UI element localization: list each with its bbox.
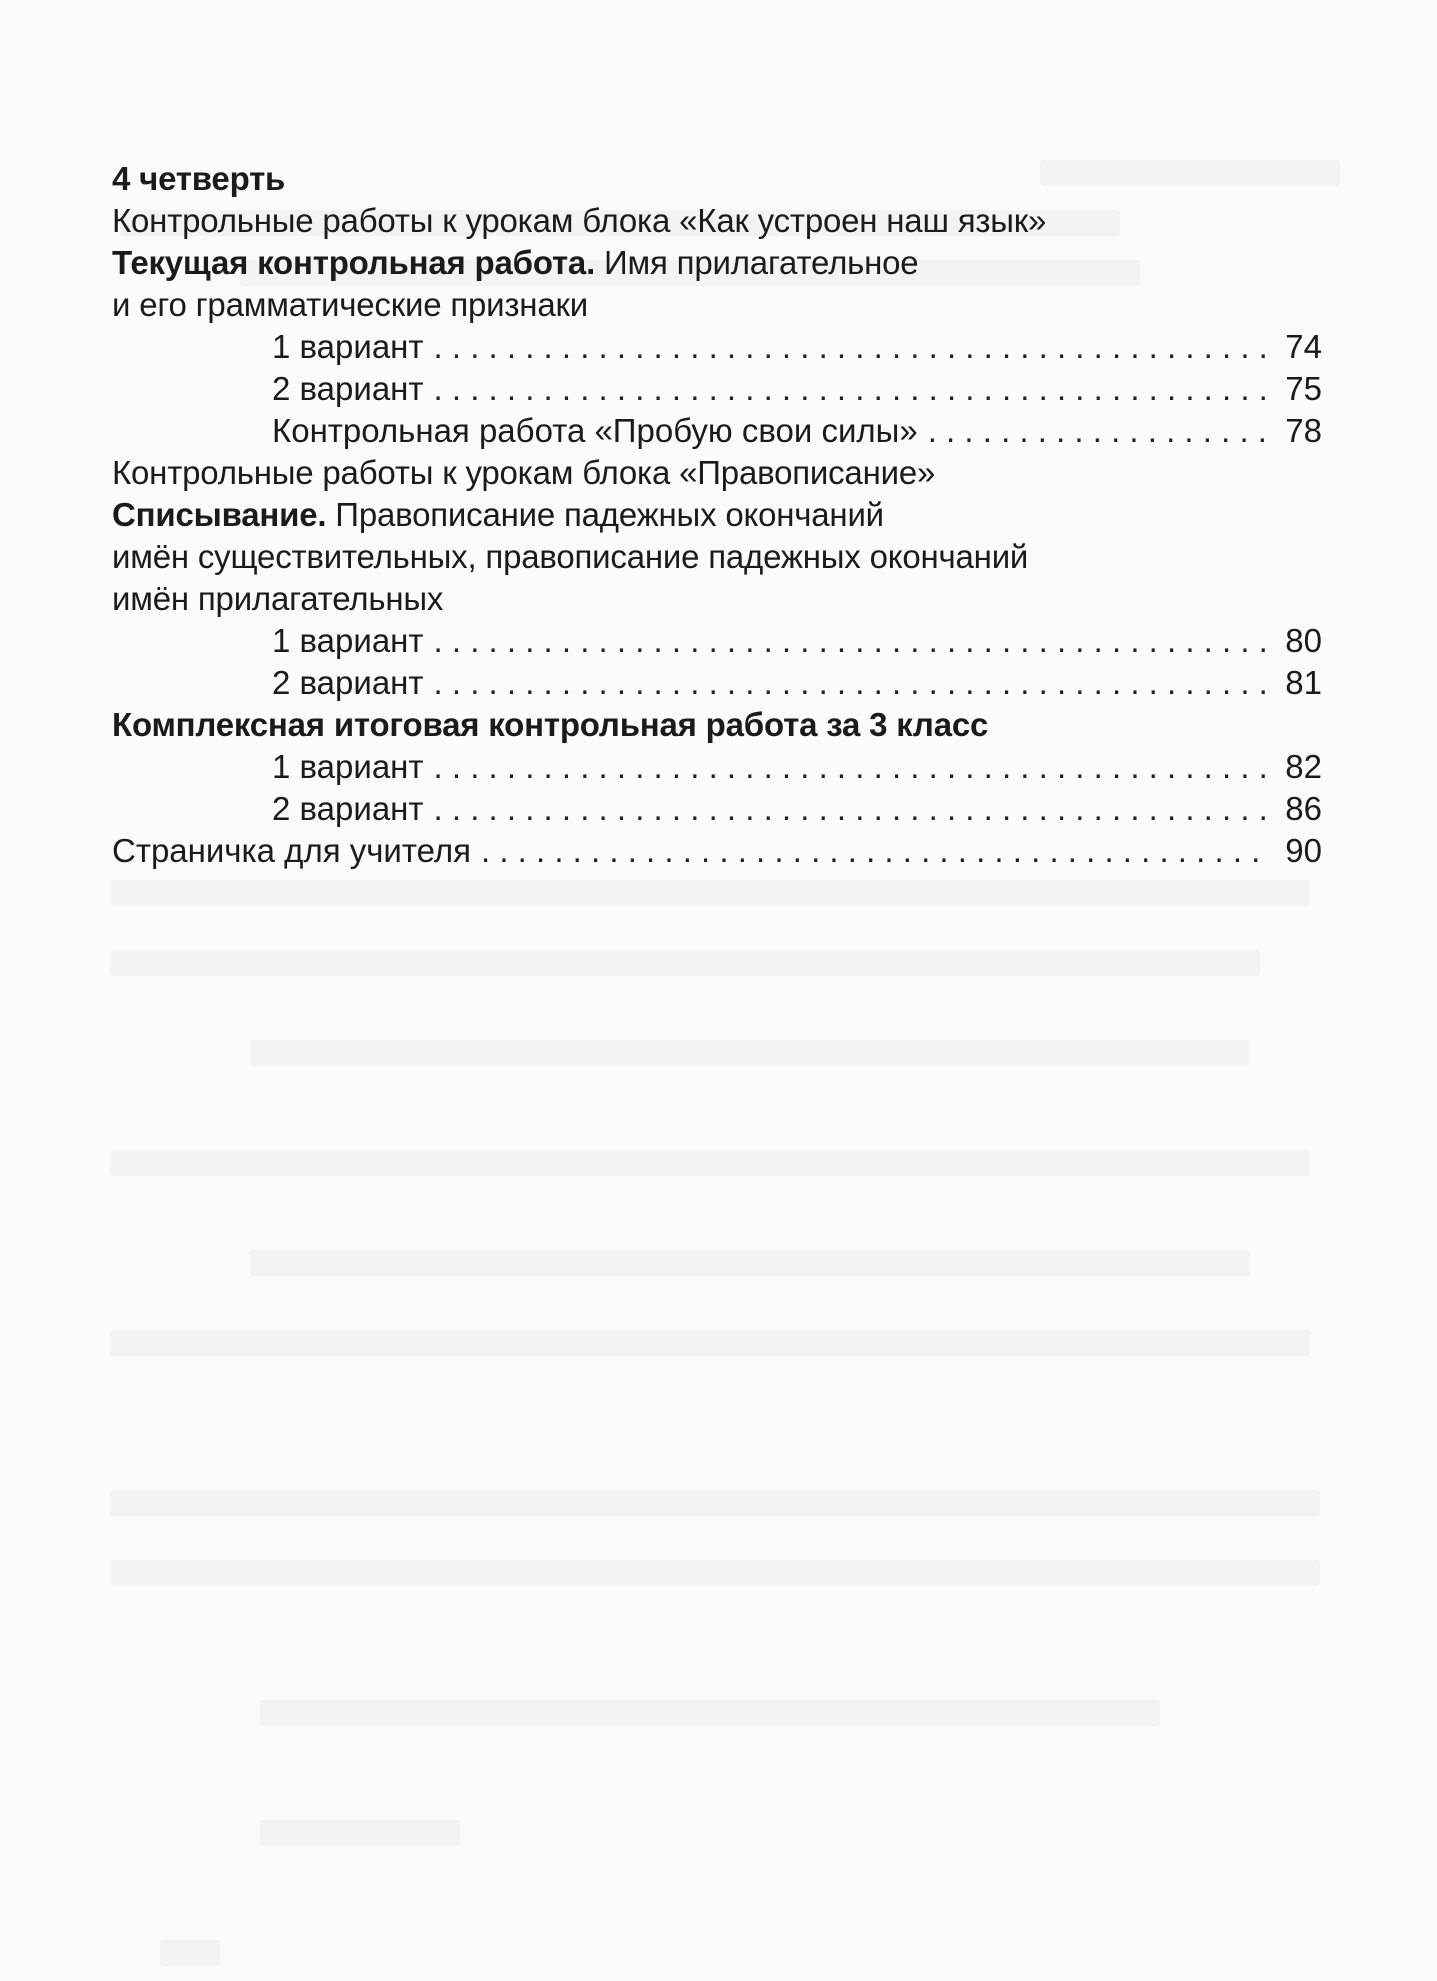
work-title-bold: Списывание. xyxy=(112,496,327,533)
entry-label: Контрольная работа «Пробую свои силы» xyxy=(272,412,918,449)
leader-dots xyxy=(434,326,1272,368)
toc-entry[interactable] xyxy=(112,662,1322,704)
entry-label: 2 вариант xyxy=(272,664,424,701)
page-number: 75 xyxy=(1285,370,1322,407)
entry-label: 1 вариант xyxy=(272,748,424,785)
leader-dots xyxy=(434,746,1272,788)
work-title-bold: Текущая контрольная работа. xyxy=(112,244,596,281)
entry-label: 2 вариант xyxy=(272,370,424,407)
page-number: 78 xyxy=(1285,412,1322,449)
block-title: Контрольные работы к урокам блока «Правописание» xyxy=(112,454,936,491)
toc-entry[interactable] xyxy=(112,788,1322,830)
toc-entry-teacher[interactable] xyxy=(112,830,1322,872)
leader-dots xyxy=(434,662,1272,704)
leader-dots xyxy=(434,368,1272,410)
toc-entry[interactable] xyxy=(112,746,1322,788)
work-title-line: имён прилагательных xyxy=(112,580,444,617)
entry-label: 1 вариант xyxy=(272,622,424,659)
page-number: 86 xyxy=(1285,790,1322,827)
toc-entry[interactable] xyxy=(112,410,1322,452)
work-title xyxy=(112,494,1322,536)
leader-dots xyxy=(928,410,1272,452)
page-number: 80 xyxy=(1285,622,1322,659)
work-title-line: и его грамматические признаки xyxy=(112,286,588,323)
table-of-contents xyxy=(112,158,1322,872)
block-title: Контрольные работы к урокам блока «Как устроен наш язык» xyxy=(112,202,1047,239)
toc-entry[interactable] xyxy=(112,326,1322,368)
work-title: Комплексная итоговая контрольная работа за 3 класс xyxy=(112,706,989,743)
work-title-rest: Имя прилагательное xyxy=(595,244,919,281)
entry-label: 2 вариант xyxy=(272,790,424,827)
entry-label: Страничка для учителя xyxy=(112,832,471,869)
page-number: 90 xyxy=(1285,832,1322,869)
quarter-heading: 4 четверть xyxy=(112,160,286,197)
page-number: 74 xyxy=(1285,328,1322,365)
leader-dots xyxy=(481,830,1272,872)
work-title xyxy=(112,242,1322,284)
toc-entry[interactable] xyxy=(112,368,1322,410)
page-number: 81 xyxy=(1285,664,1322,701)
leader-dots xyxy=(434,788,1272,830)
work-title-rest: Правописание падежных окончаний xyxy=(326,496,884,533)
page-number: 82 xyxy=(1285,748,1322,785)
work-title-line: имён существительных, правописание падежных окончаний xyxy=(112,538,1029,575)
leader-dots xyxy=(434,620,1272,662)
entry-label: 1 вариант xyxy=(272,328,424,365)
toc-entry[interactable] xyxy=(112,620,1322,662)
